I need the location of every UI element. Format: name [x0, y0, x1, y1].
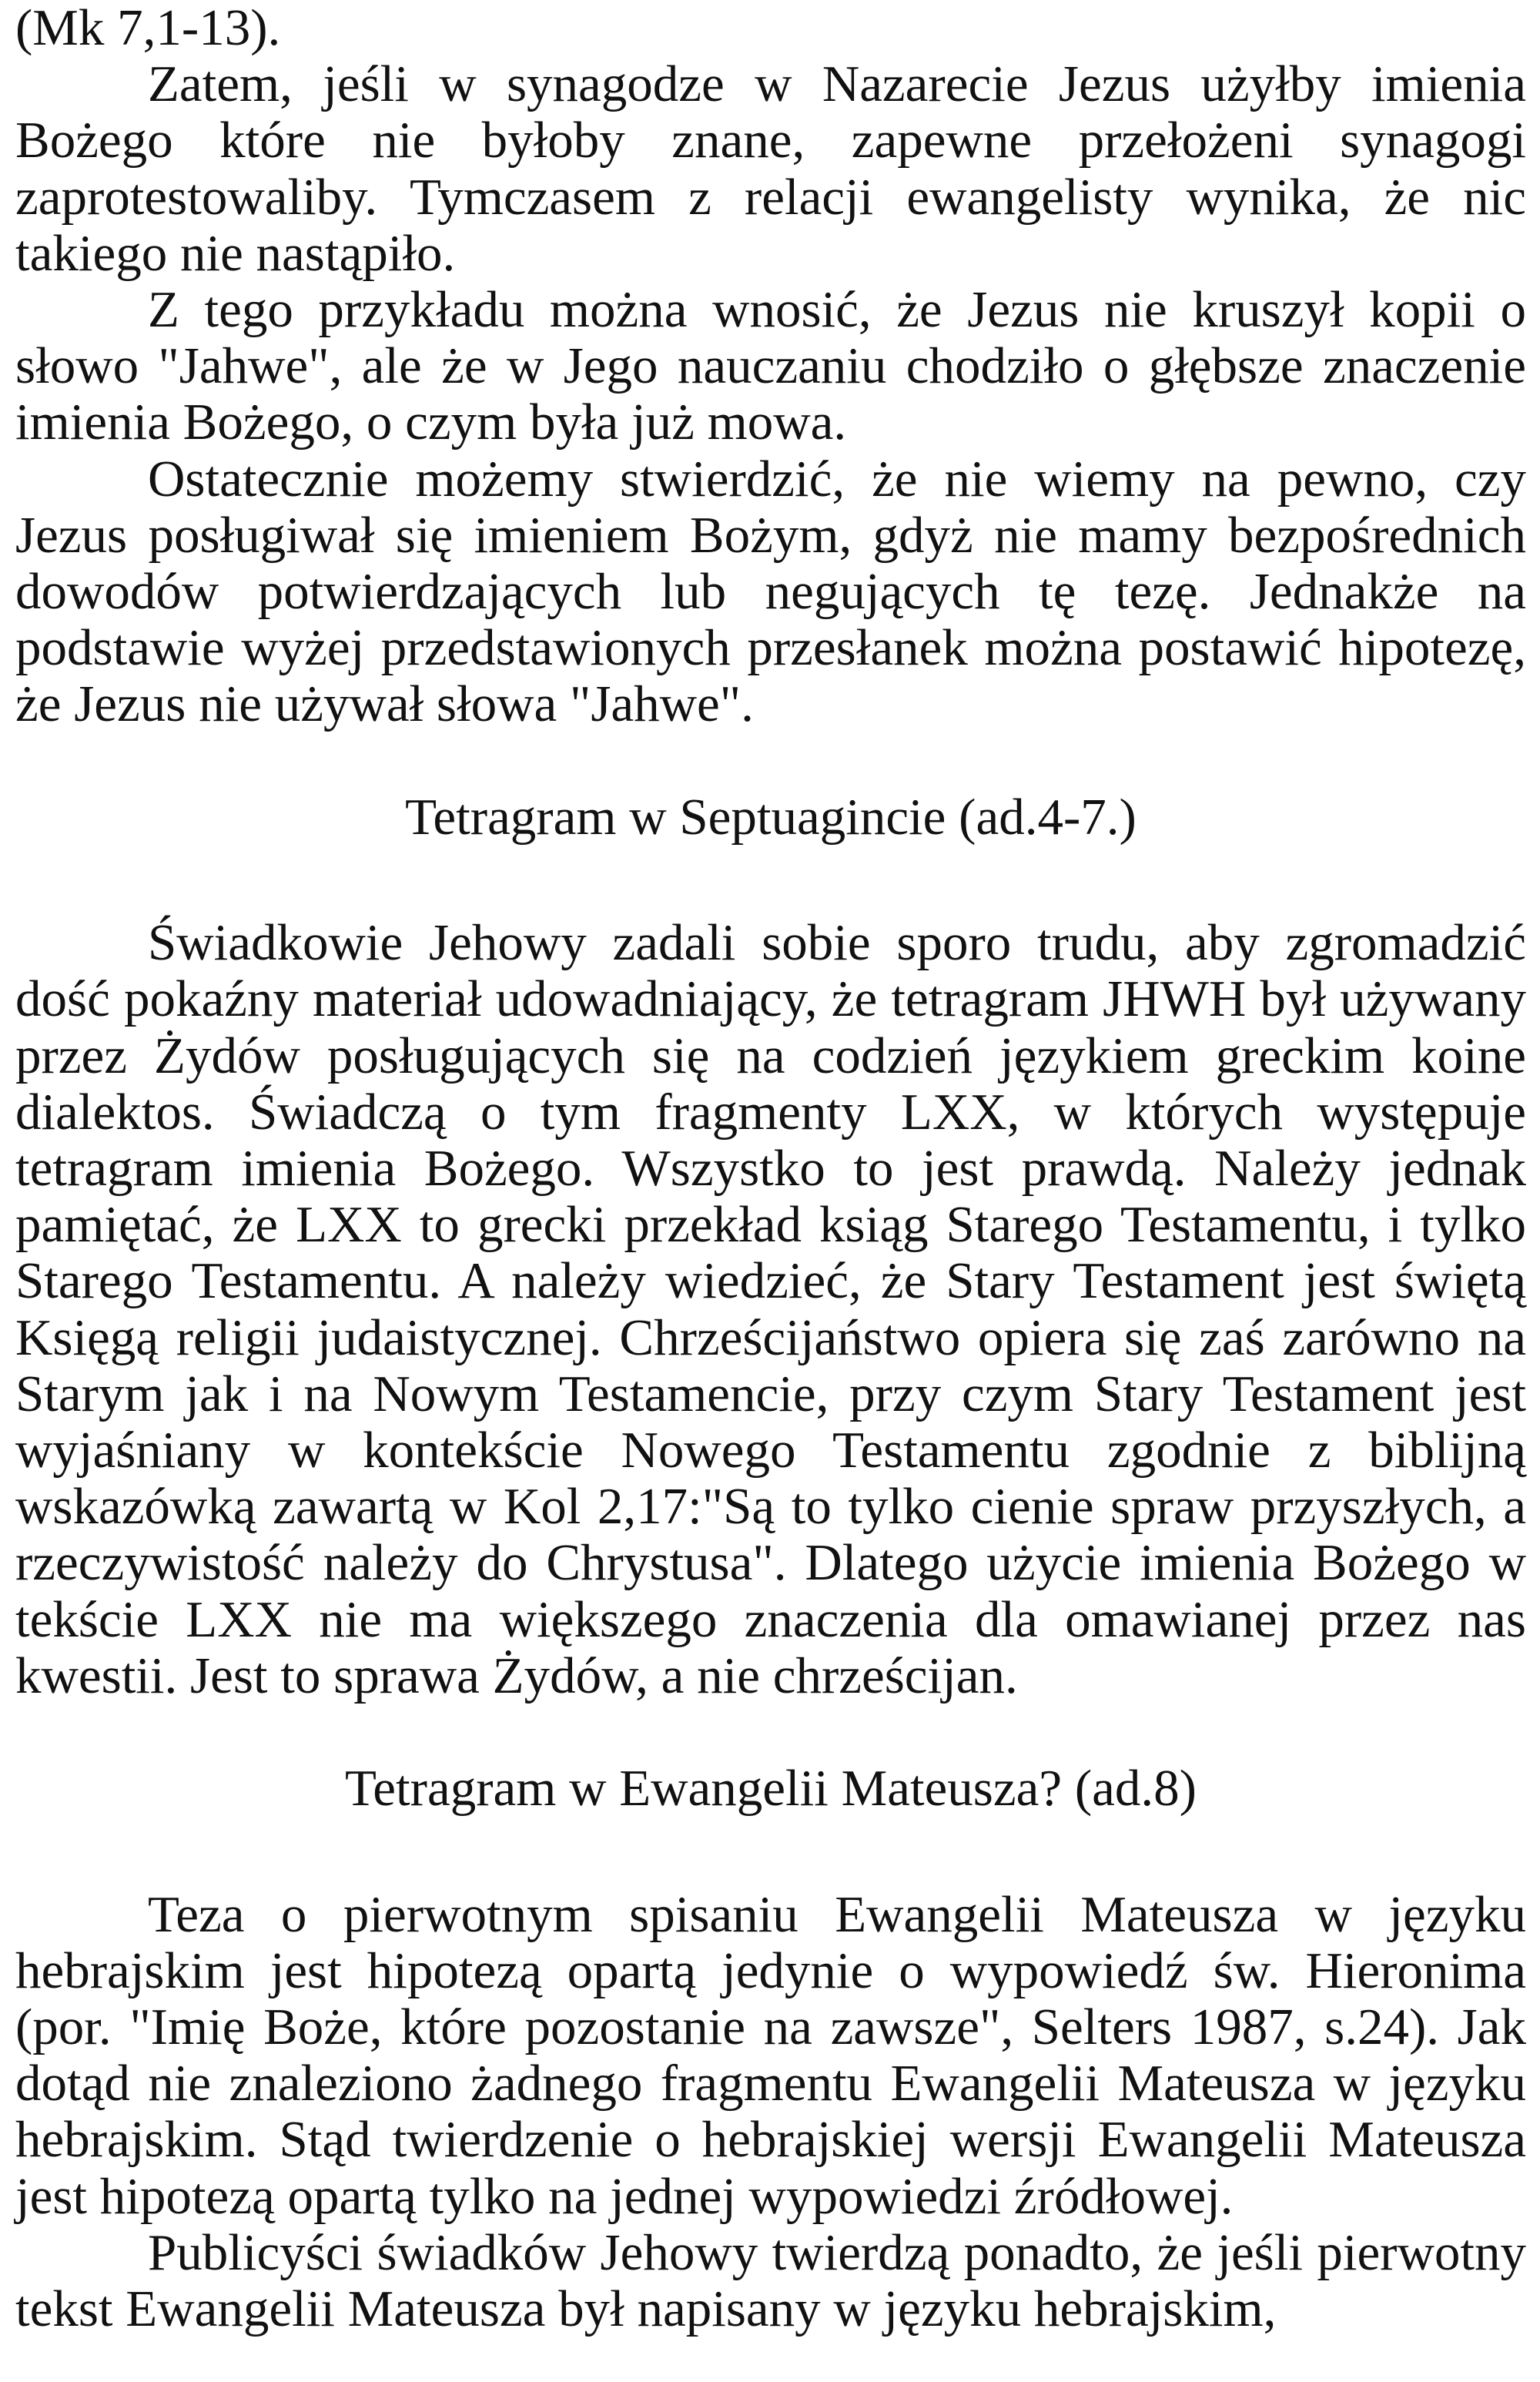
section-spacer	[15, 1817, 1526, 1873]
paragraph-matthew-1: Teza o pierwotnym spisaniu Ewangelii Mateusza w języku hebrajskim jest hipotezą opartą jedynie o wypowiedź św. Hieronima (por. "Imię Boże, które pozostanie na zawsze", Selters 1987, s.24). Jak dotąd nie znaleziono żadnego fragmentu Ewangelii Mateusza w języku hebrajskim. Stąd twierdzenie o hebrajskiej wersji Ewangelii Mateusza jest hipotezą opartą tylko na jednej wypowiedzi źródłowej.	[15, 1885, 1526, 2225]
paragraph-intro-1: Zatem, jeśli w synagodze w Nazarecie Jezus użyłby imienia Bożego które nie byłoby znane, zapewne przełożeni synagogi zaprotestowaliby. Tymczasem z relacji ewangelisty wynika, że nic takiego nie nastąpiło.	[15, 55, 1526, 282]
section-heading-matthew: Tetragram w Ewangelii Mateusza? (ad.8)	[345, 1760, 1197, 1817]
section-spacer	[15, 1704, 1526, 1761]
section-spacer	[15, 733, 1526, 789]
opening-line: (Mk 7,1-13).	[15, 0, 281, 56]
paragraph-matthew-2: Publicyści świadków Jehowy twierdzą ponadto, że jeśli pierwotny tekst Ewangelii Mateusza był napisany w języku hebrajskim,	[15, 2223, 1526, 2338]
section-spacer	[15, 846, 1526, 902]
paragraph-intro-2: Z tego przykładu można wnosić, że Jezus nie kruszył kopii o słowo "Jahwe", ale że w Jego nauczaniu chodziło o głębsze znaczenie imienia Bożego, o czym była już mowa.	[15, 281, 1526, 451]
paragraph-intro-3: Ostatecznie możemy stwierdzić, że nie wiemy na pewno, czy Jezus posługiwał się imieniem Bożym, gdyż nie mamy bezpośrednich dowodów potwierdzających lub negujących tę tezę. Jednakże na podstawie wyżej przedstawionych przesłanek można postawić hipotezę, że Jezus nie używał słowa "Jahwe".	[15, 450, 1526, 733]
section-heading-septuagint: Tetragram w Septuagincie (ad.4-7.)	[405, 788, 1137, 846]
paragraph-septuagint-1: Świadkowie Jehowy zadali sobie sporo trudu, aby zgromadzić dość pokaźny materiał udowadniający, że tetragram JHWH był używany przez Żydów posługujących się na codzień językiem greckim koine dialektos. Świadczą o tym fragmenty LXX, w których występuje tetragram imienia Bożego. Wszystko to jest prawdą. Należy jednak pamiętać, że LXX to grecki przekład ksiąg Starego Testamentu, i tylko Starego Testamentu. A należy wiedzieć, że Stary Testament jest świętą Księgą religii judaistycznej. Chrześcijaństwo opiera się zaś zarówno na Starym jak i na Nowym Testamencie, przy czym Stary Testament jest wyjaśniany w kontekście Nowego Testamentu zgodnie z biblijną wskazówką zawartą w Kol 2,17:"Są to tylko cienie spraw przyszłych, a rzeczywistość należy do Chrystusa". Dlatego użycie imienia Bożego w tekście LXX nie ma większego znaczenia dla omawianej przez nas kwestii. Jest to sprawa Żydów, a nie chrześcijan.	[15, 914, 1526, 1704]
document-page	[15, 0, 1526, 2382]
